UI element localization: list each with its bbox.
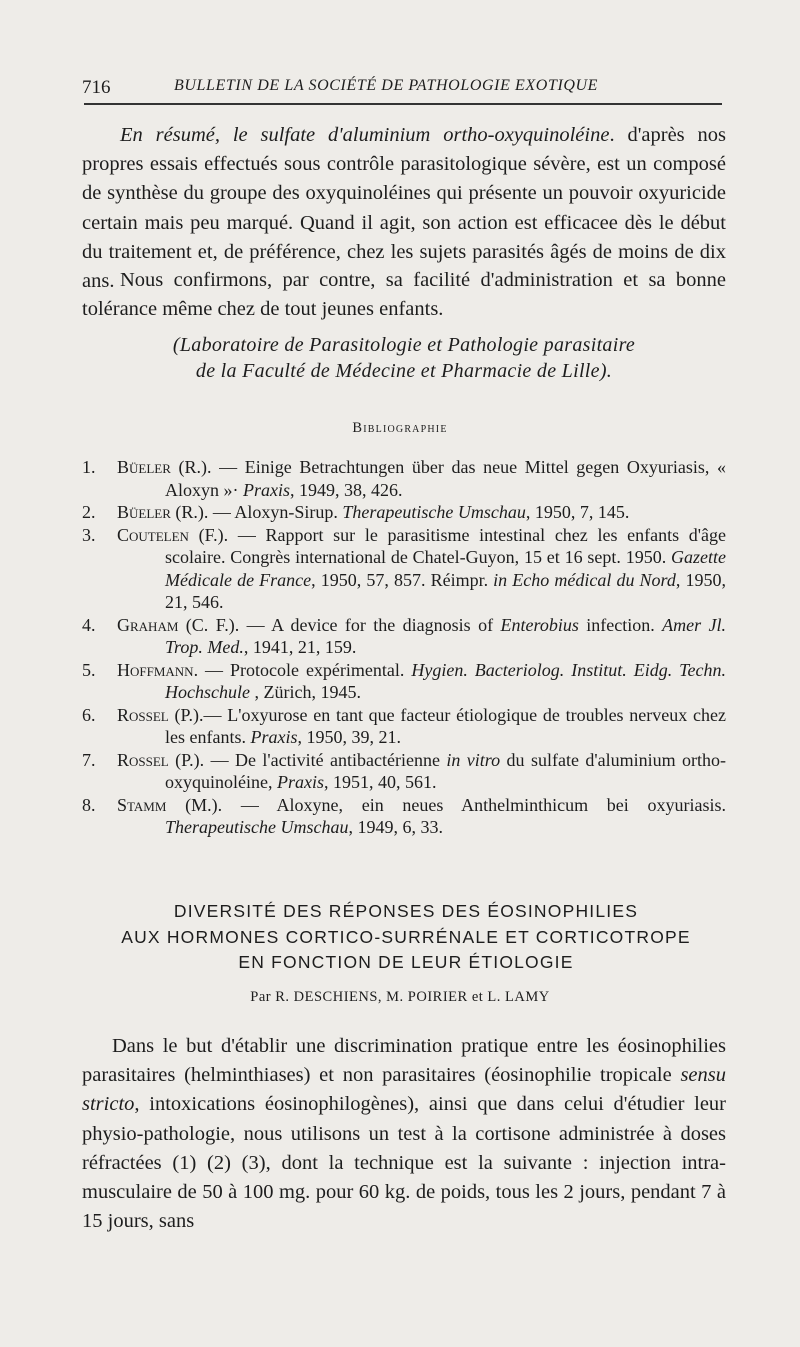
bibliography-heading: Bibliographie [352, 420, 448, 436]
bibliography-list [82, 456, 726, 839]
bib-pages-2: , 561. [395, 772, 437, 792]
bib-journal-2: in Echo médical du Nord [493, 569, 676, 590]
bib-year: , 1950, [311, 569, 367, 590]
bib-number: 6. [82, 704, 96, 725]
bib-author: Graham [117, 614, 179, 635]
bib-year: , Zürich, 1945. [249, 682, 361, 702]
bib-volume: 38 [344, 479, 362, 500]
affiliation-line-2: de la Faculté de Médecine et Pharmacie de Lille). [195, 360, 613, 382]
running-title: BULLETIN DE LA SOCIÉTÉ DE PATHOLOGIE EXOTIQUE [174, 77, 599, 94]
article-title-line-3: EN FONCTION DE LEUR ÉTIOLOGIE [238, 952, 574, 972]
bib-journal: Enterobius [500, 614, 579, 635]
bibliography-entry [82, 456, 726, 501]
bib-author: Stamm [117, 794, 167, 815]
bib-journal: in vitro [446, 749, 501, 770]
bib-year-2: , 1941, [243, 637, 298, 657]
summary-lead: En résumé, le sulfate d'aluminium ortho-oxyquinoléine [120, 124, 610, 146]
bib-text: Einige Betrachtungen über das neue Mittel gegen Oxyuriasis, « Aloxyn »· [165, 457, 727, 500]
bib-text: L'oxyurose en tant que facteur étiologique de troubles nerveux chez les enfants. [165, 704, 726, 747]
bib-volume-2: 21 [297, 637, 316, 657]
bib-volume: 39 [351, 727, 370, 747]
bib-pages-2: , 159. [315, 637, 357, 657]
bibliography-entry [82, 749, 726, 794]
bib-year: , 1950, [297, 727, 352, 747]
bib-initials: (F.). — [188, 524, 266, 545]
bib-text: Aloxyn-Sirup. [234, 502, 343, 522]
bib-text: A device for the diagnosis of [271, 614, 501, 635]
bib-year: infection. [578, 614, 663, 635]
bib-volume: 7 [579, 502, 589, 522]
bib-journal: Therapeutische Umschau [342, 502, 526, 522]
bibliography-entry [82, 524, 726, 614]
bib-journal: Hygien. Bacteriolog. Institut. Eidg. Techn. Hochschule [165, 659, 726, 702]
bib-initials: (M.). — [166, 794, 277, 815]
bib-volume-2: 21 [165, 592, 183, 612]
bib-author: Hoffmann [117, 659, 194, 680]
bib-year: , 1949, [348, 817, 403, 837]
bibliography-entry [82, 659, 726, 704]
bib-text: Aloxyne, ein neues Anthelminthicum bei oxyuriasis. [276, 794, 726, 815]
bib-author: Rossel [117, 749, 169, 770]
article-byline: Par R. DESCHIENS, M. POIRIER et L. LAMY [250, 989, 550, 1005]
bib-author: Rossel [117, 704, 169, 725]
page-number: 716 [82, 77, 111, 98]
bib-number: 3. [82, 524, 96, 545]
bib-number: 5. [82, 659, 96, 680]
bib-volume: 57 [366, 569, 385, 590]
summary-text: . d'après nos propres essais effectués sous contrôle parasitologique sévère, est un composé de synthèse du groupe des oxyquinoléines qui présente un pouvoir oxyuricide certain mais peu marqué. Quand il agit, son action est efficacee dès le début du traitement et, de préférence, chez les sujets parasités âgés de moins de dix ans. [82, 124, 726, 293]
bib-pages: , 145. [588, 502, 630, 522]
bib-volume-2: 40 [377, 772, 396, 792]
bib-number: 1. [82, 457, 96, 477]
affiliation [82, 332, 726, 384]
bib-initials: (R.). — [170, 502, 235, 522]
article-title-line-1: DIVERSITÉ DES RÉPONSES DES ÉOSINOPHILIES [173, 901, 639, 921]
bib-text: De l'activité antibactérienne [235, 749, 447, 770]
bib-journal: Praxis [243, 479, 290, 500]
article-title [82, 899, 730, 976]
page-header [82, 77, 722, 101]
bib-year: , 1950, [525, 502, 580, 522]
bib-year-2: , 1951, [323, 772, 378, 792]
bib-journal-2: Amer Jl. Trop. Med. [165, 614, 727, 657]
bib-author: Büeler [117, 457, 171, 477]
header-rule [84, 103, 722, 105]
affiliation-line-1: (Laboratoire de Parasitologie et Pathologie parasitaire [172, 334, 636, 356]
bib-year: , 1949, [290, 479, 344, 500]
bib-pages: , 426. [362, 479, 403, 500]
article-intro-paragraph [82, 1032, 726, 1236]
intro-text-b: , intoxications éosinophilogènes), ainsi que dans celui d'étudier leur physio-pathologie, nous utilisons un test à la cortisone administrée à doses réfractées (1) (2) (3), dont la technique est la suivante : injection intra-musculaire de 50 à 100 mg. pour 60 kg. de poids, tous les 2 jours, pendant 7 à 15 jours, sans [82, 1093, 726, 1233]
intro-text-a: Dans le but d'établir une discrimination pratique entre les éosinophilies parasitaires (helminthiases) et non parasitaires (éosinophilie tropicale [82, 1035, 726, 1087]
article-title-line-2: AUX HORMONES CORTICO-SURRÉNALE ET CORTICOTROPE [121, 926, 691, 947]
summary-paragraph-2: Nous confirmons, par contre, sa facilité d'administration et sa bonne tolérance même chez de tout jeunes enfants. [82, 269, 726, 321]
bib-journal-2: Praxis [276, 772, 324, 792]
bib-pages-2: , 546. [183, 592, 224, 612]
bib-number: 8. [82, 794, 96, 815]
bibliography-entry [82, 501, 726, 524]
bib-initials: (R.). — [170, 457, 245, 477]
bib-initials: (P.).— [168, 704, 228, 725]
bib-author: Büeler [117, 502, 171, 522]
bib-volume: 6 [402, 817, 412, 837]
bib-pages: , 33. [411, 817, 443, 837]
bib-year-2: , 1950, [675, 569, 727, 590]
bib-pages: , 857. Réimpr. [384, 569, 494, 590]
bib-initials: . — [193, 659, 230, 680]
bib-initials: (C. F.). — [178, 614, 272, 635]
bibliography-entry [82, 614, 726, 659]
bibliography-entry [82, 704, 726, 749]
bib-number: 7. [82, 749, 96, 770]
intro-italic: sensu stricto [82, 1064, 726, 1116]
bib-journal: Gazette Médicale de France [165, 547, 726, 590]
bib-journal: Praxis [250, 727, 298, 747]
bibliography-entry [82, 794, 726, 839]
bib-number: 2. [82, 502, 96, 522]
bib-text: Protocole expérimental. [230, 659, 412, 680]
bib-pages: , 21. [369, 727, 401, 747]
bib-author: Coutelen [117, 524, 189, 545]
bib-initials: (P.). — [168, 749, 235, 770]
bib-text: Rapport sur le parasitisme intestinal chez les enfants d'âge scolaire. Congrès international de Chatel-Guyon, 15 et 16 sept. 1950. [165, 524, 726, 567]
bib-year: du sulfate d'aluminium ortho-oxyquinoléine, [165, 749, 726, 792]
bib-number: 4. [82, 614, 96, 635]
bib-journal: Therapeutische Umschau [165, 817, 349, 837]
